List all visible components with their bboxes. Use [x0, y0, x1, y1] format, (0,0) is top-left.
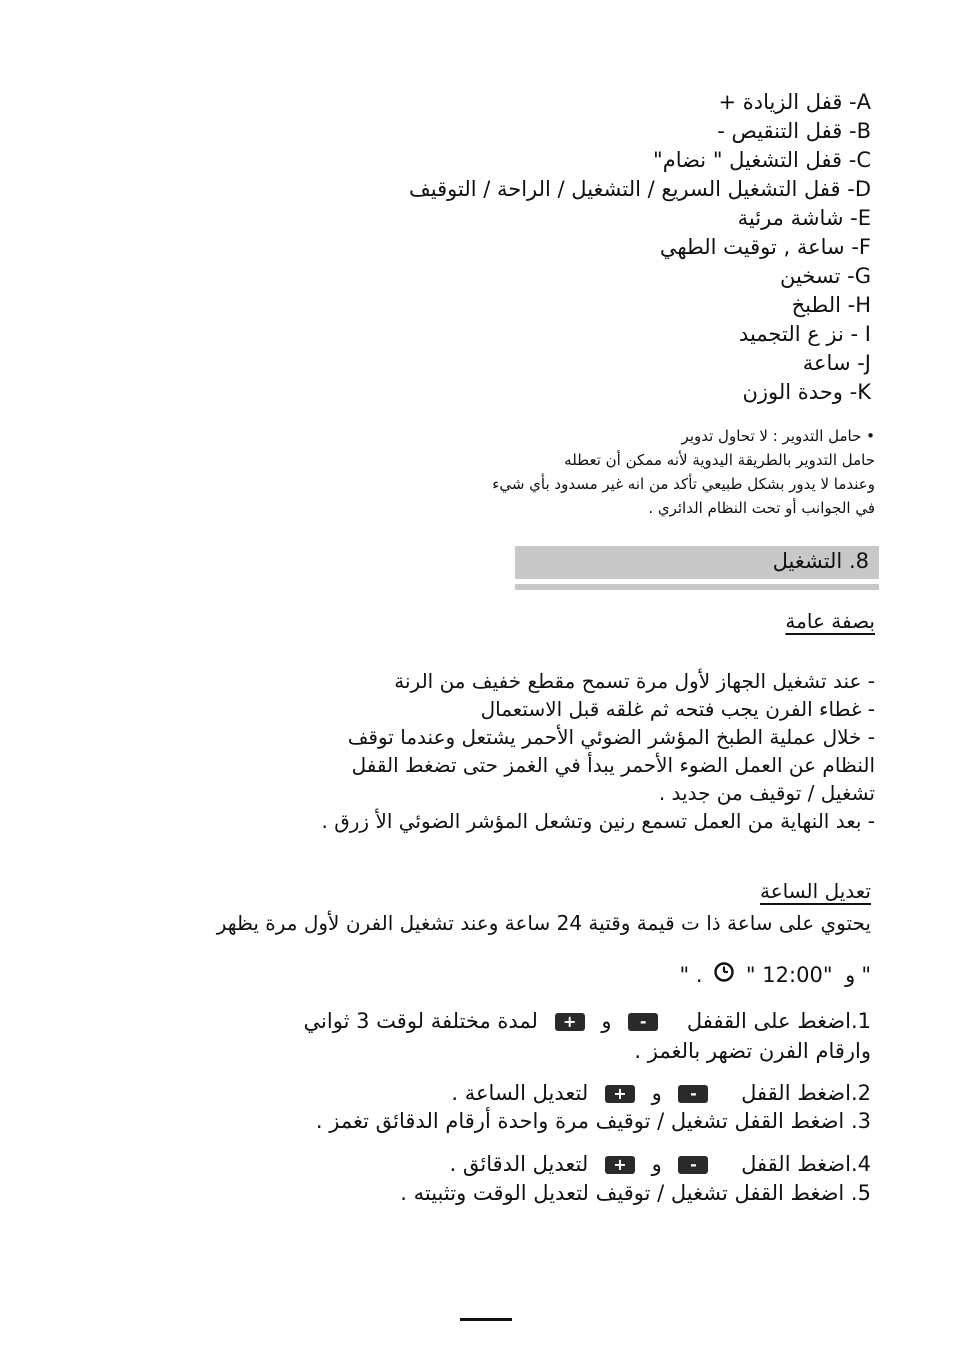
clock-intro: يحتوي على ساعة ذا ت قيمة وقتية 24 ساعة وعند تشغيل الفرن لأول مرة يظهر [216, 911, 871, 935]
legend-item: B- قفل التنقيص - [717, 119, 871, 143]
clock-heading: تعديل الساعة [759, 879, 871, 903]
step-1 [304, 1006, 871, 1036]
and-word: و [845, 963, 856, 987]
step-text: لتعديل الساعة . [451, 1081, 589, 1105]
legend-item: I - نز ع التجميد [738, 322, 871, 346]
instruction-line: - عند تشغيل الجهاز لأول مرة تسمح مقطع خفيف من الرنة [394, 669, 875, 693]
legend-item: J- ساعة [802, 351, 871, 375]
instruction-line: - غطاء الفرن يجب فتحه ثم غلقه قبل الاستعمال [480, 697, 875, 721]
instruction-line: - خلال عملية الطبخ المؤشر الضوئي الأحمر يشتعل وعندما توقف [347, 725, 875, 749]
step-text: 4.اضغط القفل [741, 1152, 871, 1176]
note-line: • حامل التدوير : لا تحاول تدوير [681, 427, 875, 445]
step-5: 5. اضغط القفل تشغيل / توقيف لتعديل الوقت وتثبيته . [400, 1181, 871, 1205]
legend-item: D- قفل التشغيل السريع / التشغيل / الراحة / التوقيف [409, 177, 871, 201]
instruction-line: - بعد النهاية من العمل تسمع رنين وتشعل المؤشر الضوئي الأ زرق . [321, 809, 875, 833]
and-word: و [601, 1009, 612, 1033]
note-line: في الجوانب أو تحت النظام الدائري . [648, 499, 875, 517]
step-text: لتعديل الدقائق . [449, 1152, 589, 1176]
legend-item: E- شاشة مرئية [737, 206, 871, 230]
legend-list [311, 88, 871, 407]
note-line: وعندما لا يدور بشكل طبيعي تأكد من انه غير مسدود بأي شيء [492, 475, 875, 493]
plus-key-icon: + [555, 1013, 585, 1031]
step-3: 3. اضغط القفل تشغيل / توقيف مرة واحدة أرقام الدقائق تغمز . [315, 1109, 871, 1133]
legend-item: K- وحدة الوزن [742, 380, 871, 404]
and-word: و [651, 1152, 662, 1176]
note-line: حامل التدوير بالطريقة اليدوية لأنه ممكن أن تعطله [564, 451, 875, 469]
legend-item: A- قفل الزيادة + [718, 90, 871, 114]
instruction-line: النظام عن العمل الضوء الأحمر يبدأ في الغمز حتى تضغط القفل [351, 753, 875, 777]
legend-item: F- ساعة , توقيت الطهي [659, 235, 871, 259]
section-header [515, 546, 879, 579]
step-2 [451, 1078, 871, 1108]
minus-key-icon: - [678, 1085, 708, 1103]
step-text: لمدة مختلفة لوقت 3 ثواني [303, 1009, 538, 1033]
legend-item: C- قفل التشغيل " نضام" [653, 148, 871, 172]
legend-item: H- الطبخ [791, 293, 871, 317]
and-word: و [651, 1081, 662, 1105]
quote-open: " [745, 963, 756, 987]
footer-divider [460, 1318, 512, 1321]
step-4 [450, 1149, 871, 1179]
clock-icon [713, 959, 735, 993]
plus-key-icon: + [605, 1085, 635, 1103]
default-time: "12:00" [762, 963, 871, 987]
general-instructions [235, 667, 875, 835]
legend-item: G- تسخين [780, 264, 871, 288]
turntable-note [315, 424, 875, 520]
step-text: 2.اضغط القفل [741, 1081, 871, 1105]
clock-display-line [680, 958, 871, 992]
general-heading: بصفة عامة [785, 609, 875, 633]
section-divider [515, 584, 879, 590]
step-1-continued: وارقام الفرن تضهر بالغمز . [634, 1039, 871, 1063]
quote-close: " . [679, 963, 703, 987]
minus-key-icon: - [678, 1156, 708, 1174]
step-text: 1.اضغط على القففل [686, 1009, 871, 1033]
plus-key-icon: + [605, 1156, 635, 1174]
instruction-line: تشغيل / توقيف من جديد . [658, 781, 875, 805]
minus-key-icon: - [628, 1013, 658, 1031]
section-title: 8. التشغيل [772, 549, 869, 573]
